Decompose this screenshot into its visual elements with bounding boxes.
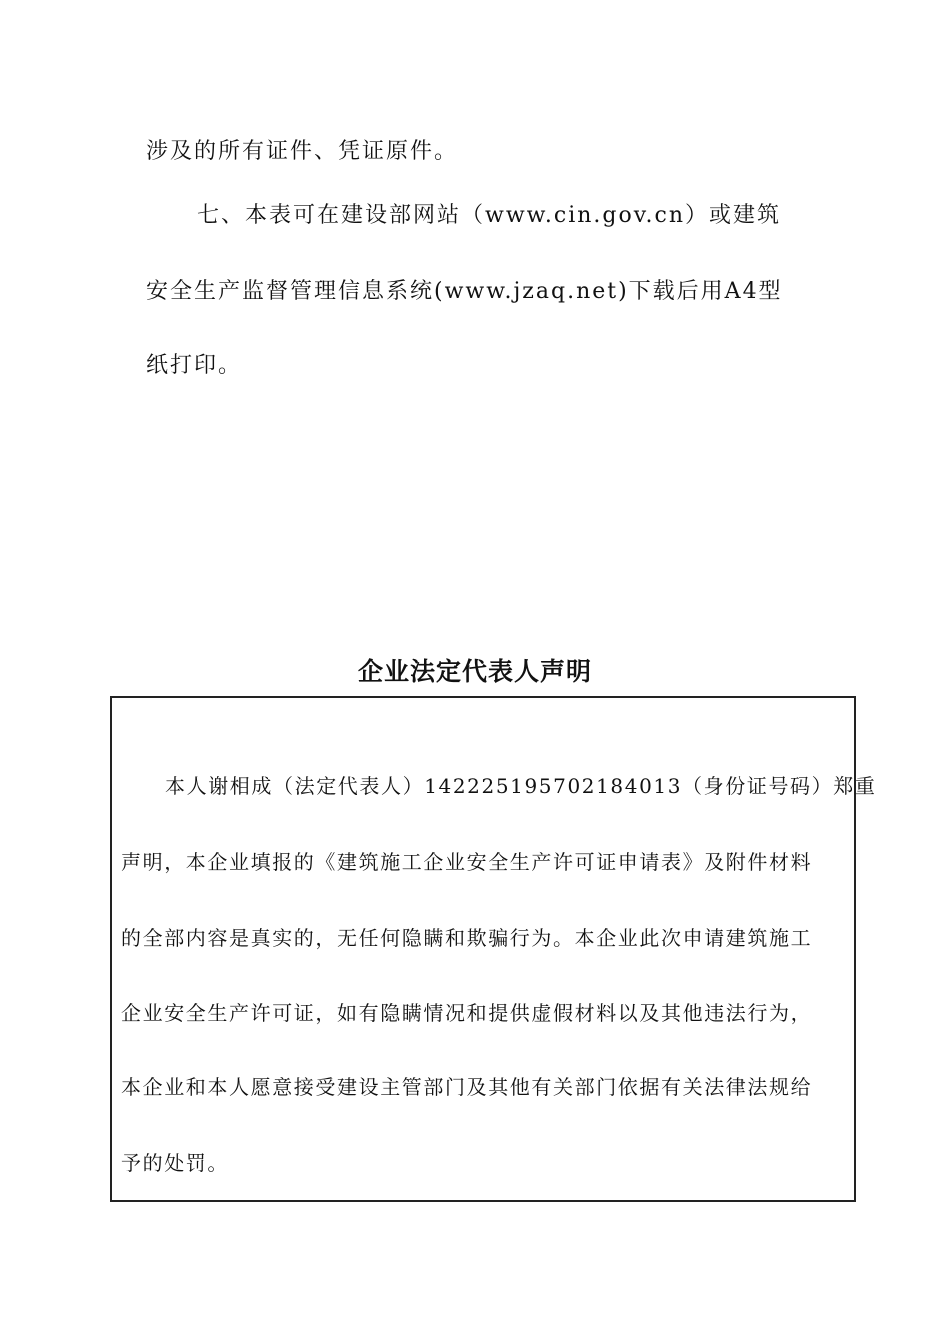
instruction-item-7-line: 纸打印。 [146,353,243,378]
declaration-box [110,696,877,1202]
declaration-line: 的全部内容是真实的，无任何隐瞒和欺骗行为。本企业此次申请建筑施工 [121,926,813,950]
declaration-line: 企业安全生产许可证，如有隐瞒情况和提供虚假材料以及其他违法行为， [121,1001,813,1025]
instruction-line: 涉及的所有证件、凭证原件。 [146,139,459,164]
declaration-line: 本人谢相成（法定代表人）142225195702184013（身份证号码）郑重 [165,774,877,798]
instruction-item-7-line: 安全生产监督管理信息系统(www.jzaq.net)下载后用A4型 [146,279,783,304]
instruction-item-7-line: 七、本表可在建设部网站（www.cin.gov.cn）或建筑 [197,203,782,228]
declaration-line: 本企业和本人愿意接受建设主管部门及其他有关部门依据有关法律法规给 [121,1075,813,1099]
declaration-title: 企业法定代表人声明 [357,657,592,686]
declaration-line: 声明，本企业填报的《建筑施工企业安全生产许可证申请表》及附件材料 [121,850,813,874]
declaration-line: 予的处罚。 [121,1151,229,1175]
